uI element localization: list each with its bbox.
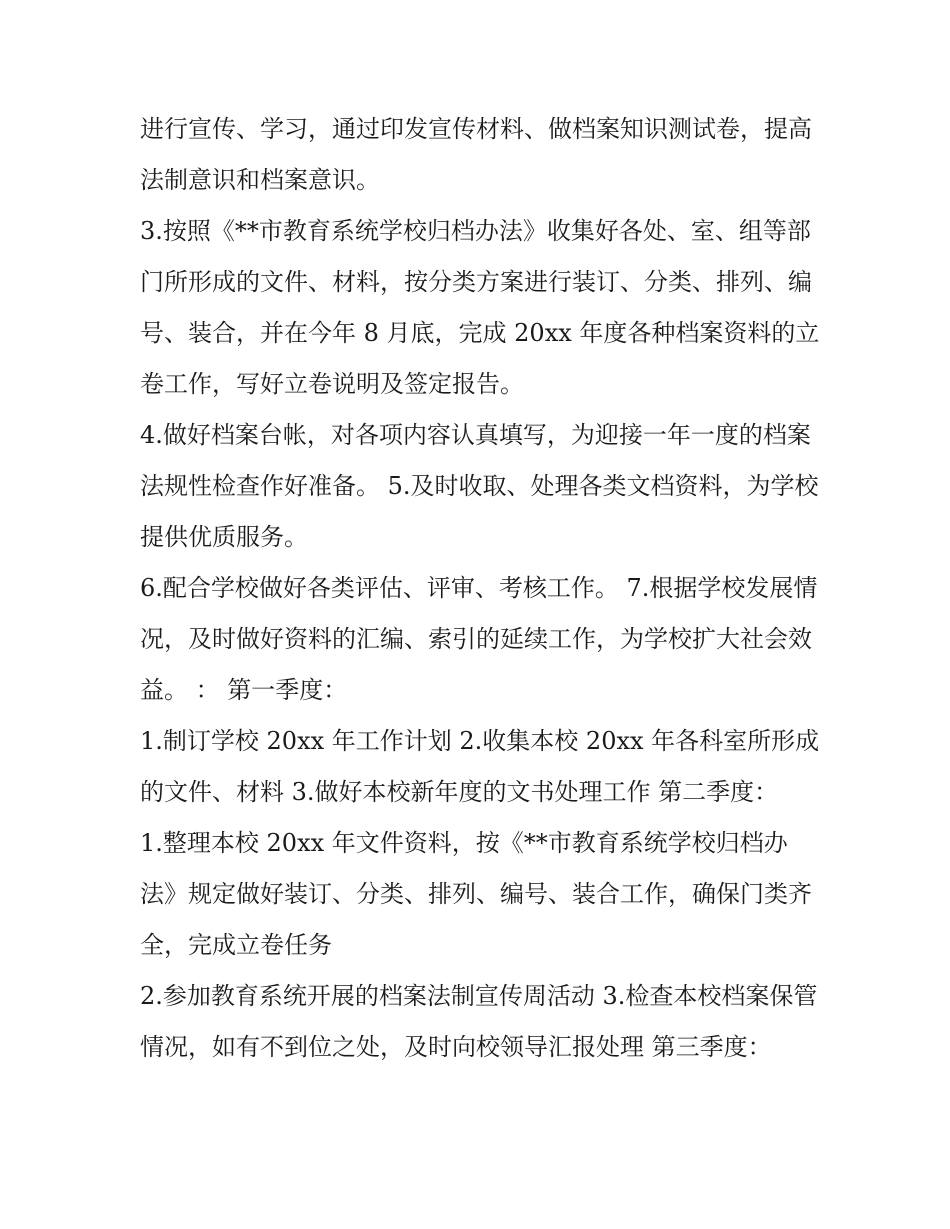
paragraph-second-quarter-2: 2.参加教育系统开展的档案法制宣传周活动 3.检查本校档案保管情况，如有不到位之处，及时向校领导汇报处理 第三季度：: [140, 982, 818, 1061]
document-body: [140, 104, 820, 1073]
paragraph-item-4-5: 4.做好档案台帐，对各项内容认真填写，为迎接一年一度的档案法规性检查作好准备。 5.及时收取、处理各类文档资料，为学校提供优质服务。: [140, 421, 819, 551]
paragraph-publicity: 进行宣传、学习，通过印发宣传材料、做档案知识测试卷，提高法制意识和档案意识。: [140, 115, 812, 194]
paragraph-item-3: 3.按照《**市教育系统学校归档办法》收集好各处、室、组等部门所形成的文件、材料，按分类方案进行装订、分类、排列、编号、装合，并在今年 8 月底，完成 20xx 年度各种档案资料的立卷工作，写好立卷说明及签定报告。: [140, 217, 820, 398]
paragraph-second-quarter-1: 1.整理本校 20xx 年文件资料，按《**市教育系统学校归档办法》规定做好装订、分类、排列、编号、装合工作，确保门类齐全，完成立卷任务: [140, 829, 812, 959]
paragraph-item-6-7: 6.配合学校做好各类评估、评审、考核工作。 7.根据学校发展情况，及时做好资料的汇编、索引的延续工作，为学校扩大社会效益。 ： 第一季度：: [140, 574, 818, 704]
paragraph-first-quarter: 1.制订学校 20xx 年工作计划 2.收集本校 20xx 年各科室所形成的文件、材料 3.做好本校新年度的文书处理工作 第二季度：: [140, 727, 820, 806]
